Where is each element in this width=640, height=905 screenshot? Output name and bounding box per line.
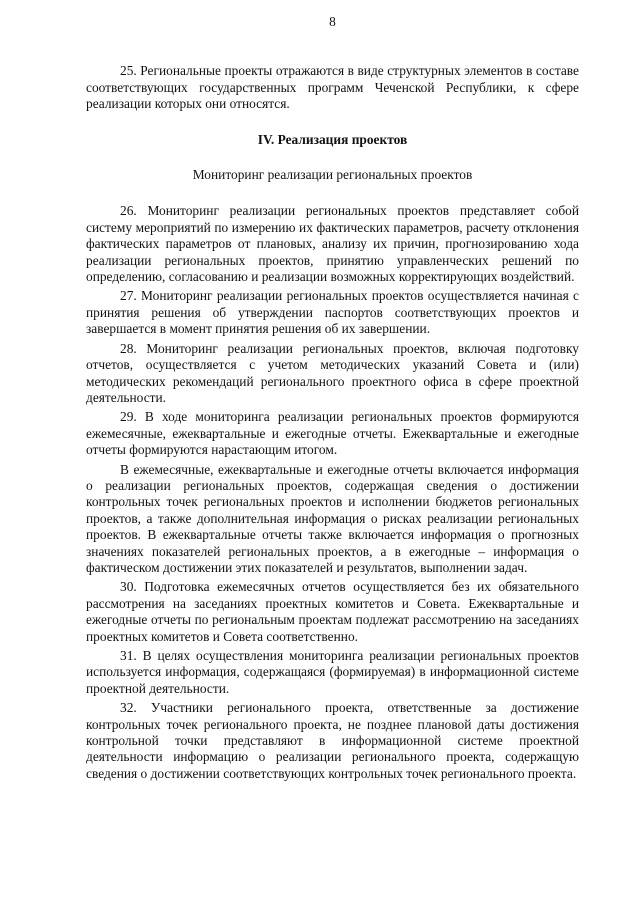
paragraph-29: 29. В ходе мониторинга реализации региональных проектов формируются ежемесячные, ежеквартальные и ежегодные отчеты. Ежеквартальные и ежегодные отчеты формируются нарастающим итогом.: [86, 409, 579, 458]
paragraph-27: 27. Мониторинг реализации региональных проектов осуществляется начиная с принятия решения об утверждении паспортов соответствующих проектов и завершается в момент принятия решения об их завершении.: [86, 288, 579, 337]
document-page: [86, 14, 579, 785]
subsection-title: Мониторинг реализации региональных проектов: [192, 167, 473, 183]
paragraph-32: 32. Участники регионального проекта, ответственные за достижение контрольных точек регионального проекта, не позднее плановой даты достижения контрольной точки представляют в информационной системе проектной деятельности информацию о реализации регионального проекта, содержащую сведения о достижении соответствующих контрольных точек регионального проекта.: [86, 700, 579, 781]
paragraph-28: 28. Мониторинг реализации региональных проектов, включая подготовку отчетов, осуществляется с учетом методических указаний Совета и (или) методических рекомендаций регионального проектного офиса в сфере проектной деятельности.: [86, 340, 579, 405]
paragraph-29-continued: В ежемесячные, ежеквартальные и ежегодные отчеты включается информация о реализации региональных проектов, содержащая сведения о достижении контрольных точек региональных проектов и исполнении бюджетов региональных проектов, а также дополнительная информация о рисках реализации региональных проектов. В ежеквартальные отчеты также включается информация о прогнозных значениях показателей региональных проектов, а в ежегодные – информация о фактическом достижении этих показателей и результатов, выполнении задач.: [86, 461, 579, 575]
paragraph-26: 26. Мониторинг реализации региональных проектов представляет собой систему мероприятий по измерению их фактических параметров, расчету отклонения фактических параметров от плановых, анализу их причин, прогнозированию хода реализации региональных проектов, принятию управленческих решений по определению, согласованию и реализации возможных корректирующих воздействий.: [86, 203, 579, 285]
paragraph-31: 31. В целях осуществления мониторинга реализации региональных проектов используется информация, содержащаяся (формируемая) в информационной системе проектной деятельности.: [86, 648, 579, 696]
section-title: IV. Реализация проектов: [257, 131, 408, 147]
page-number: 8: [329, 14, 336, 29]
paragraph-30: 30. Подготовка ежемесячных отчетов осуществляется без их обязательного рассмотрения на заседаниях проектных комитетов и Совета. Ежеквартальные и ежегодные отчеты по региональным проектам подлежат рассмотрению на заседаниях проектных комитетов и Совета соответственно.: [86, 579, 579, 644]
paragraph-25: 25. Региональные проекты отражаются в виде структурных элементов в составе соответствующих государственных программ Чеченской Республики, к сфере реализации которых они относятся.: [86, 63, 579, 112]
